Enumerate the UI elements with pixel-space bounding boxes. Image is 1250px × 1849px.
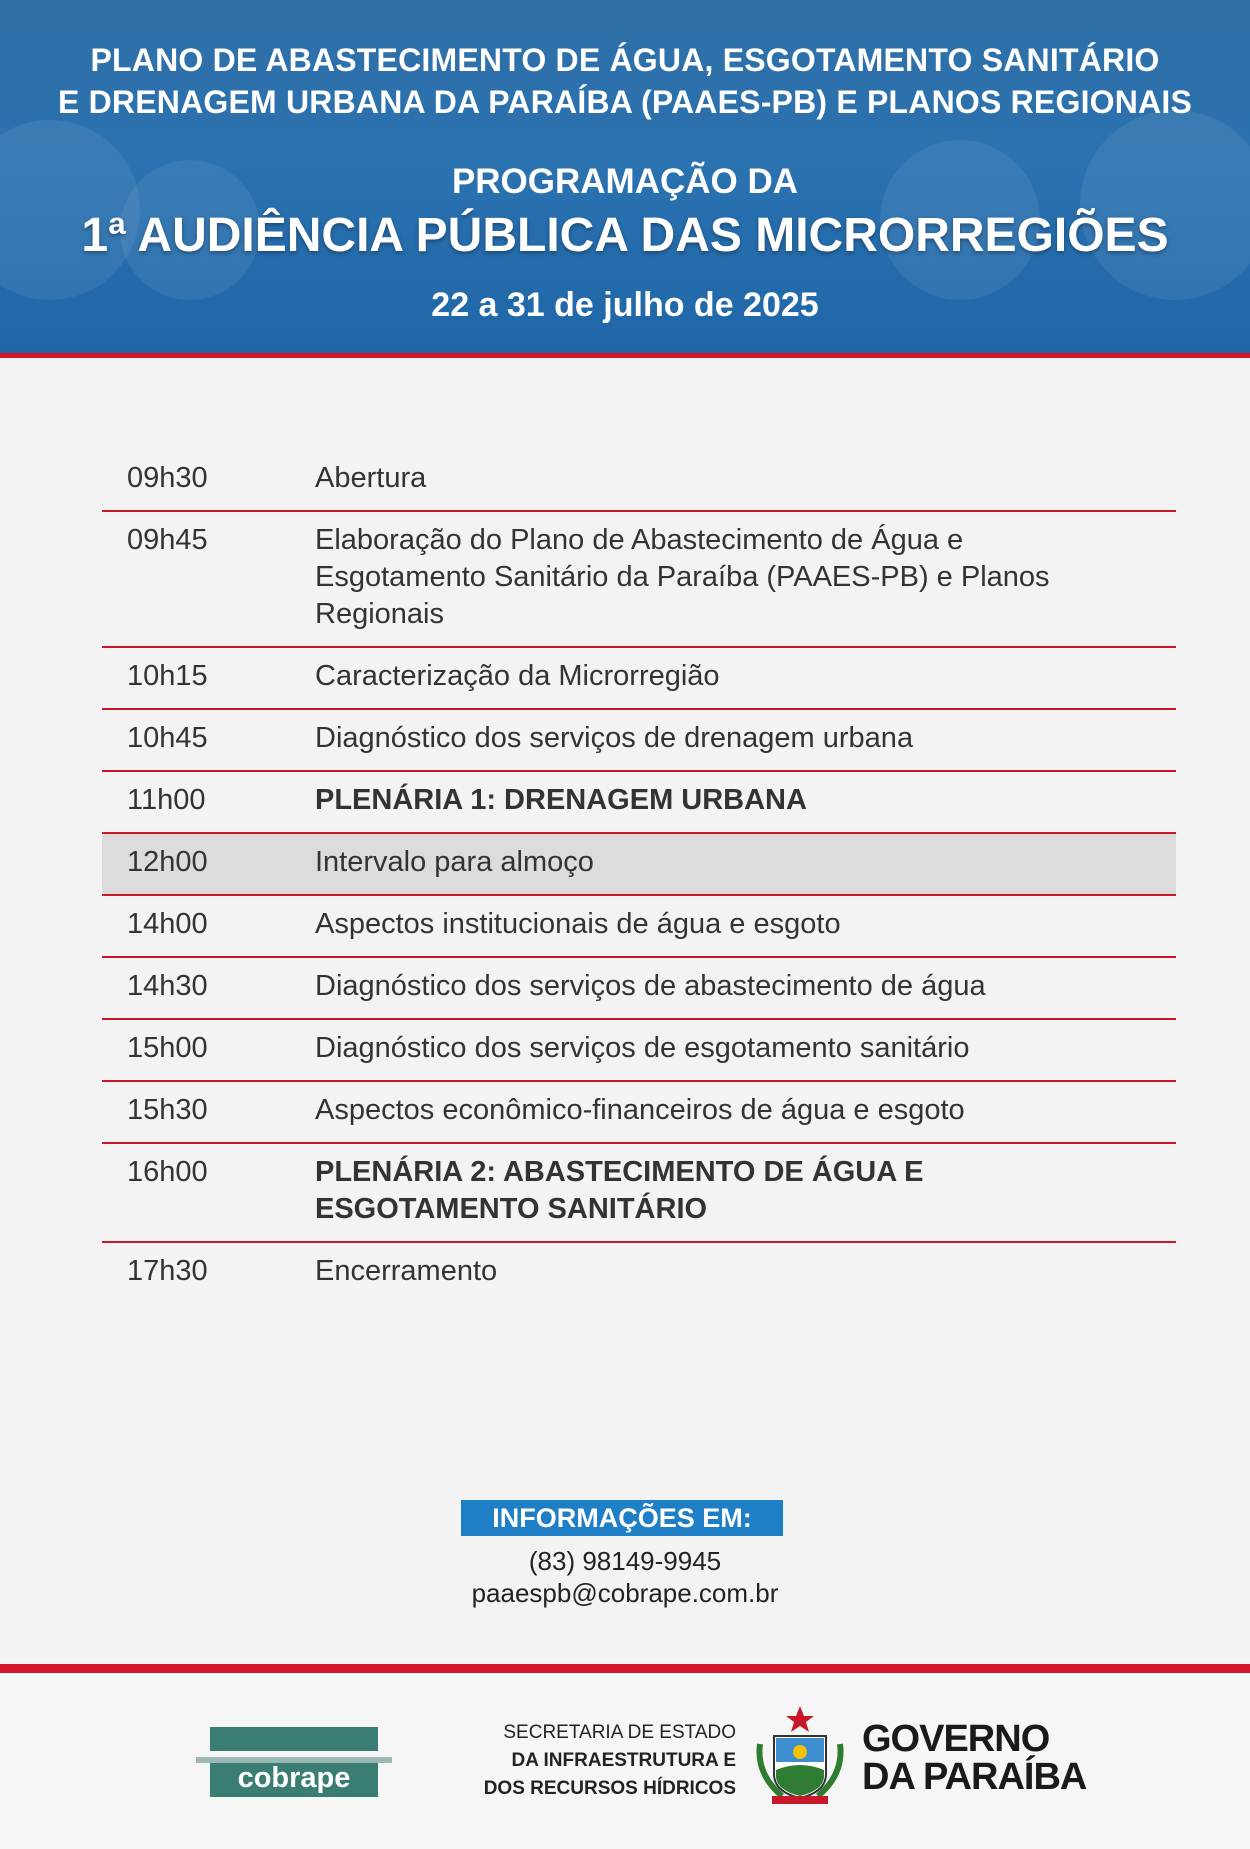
schedule-row [102, 648, 1176, 710]
schedule-row-lunch [102, 832, 1176, 896]
event-date: 22 a 31 de julho de 2025 [431, 286, 819, 324]
schedule-row [102, 958, 1176, 1020]
schedule-time: 10h15 [127, 660, 208, 692]
cobrape-logo [196, 1727, 392, 1797]
schedule-row [102, 710, 1176, 772]
header-banner [0, 0, 1250, 353]
secretaria-line1: SECRETARIA DE ESTADO [503, 1722, 736, 1743]
schedule-time: 14h30 [127, 970, 208, 1002]
info-phone: (83) 98149-9945 [528, 1546, 722, 1576]
header-divider [0, 353, 1250, 358]
schedule-row [102, 1020, 1176, 1082]
schedule-desc: Encerramento [315, 1255, 498, 1287]
schedule-desc: Caracterização da Microrregião [315, 660, 720, 692]
schedule-desc: Diagnóstico dos serviços de drenagem urbana [315, 722, 914, 754]
schedule-row [102, 450, 1176, 512]
schedule-time: 09h45 [127, 524, 208, 556]
schedule-table [102, 450, 1176, 1303]
cobrape-logo-text: cobrape [210, 1763, 378, 1797]
footer-divider [0, 1664, 1250, 1673]
schedule-time: 09h30 [127, 462, 208, 494]
plan-title-line2: E DRENAGEM URBANA DA PARAÍBA (PAAES-PB) E PLANOS REGIONAIS [57, 84, 1193, 120]
schedule-time: 11h00 [127, 784, 206, 816]
schedule-row [102, 512, 1176, 648]
cobrape-logo-top [210, 1727, 378, 1751]
page-title: 1ª AUDIÊNCIA PÚBLICA DAS MICRORREGIÕES [81, 209, 1169, 262]
schedule-time: 12h00 [127, 846, 208, 878]
schedule-desc: Abertura [315, 462, 427, 494]
schedule-time: 17h30 [127, 1255, 208, 1287]
governo-paraiba-logo [862, 1720, 1086, 1796]
schedule-time: 14h00 [127, 908, 208, 940]
schedule-desc: Aspectos econômico-financeiros de água e esgoto [315, 1094, 965, 1126]
secretaria-line3: DOS RECURSOS HÍDRICOS [483, 1778, 736, 1799]
schedule-time: 15h30 [127, 1094, 208, 1126]
schedule-desc: Diagnóstico dos serviços de abastecimento de água [315, 970, 986, 1002]
schedule-row [102, 896, 1176, 958]
schedule-desc: Diagnóstico dos serviços de esgotamento sanitário [315, 1032, 970, 1064]
info-label: INFORMAÇÕES EM: [461, 1500, 783, 1536]
gov-line2: DA PARAÍBA [862, 1756, 1087, 1798]
schedule-desc: Intervalo para almoço [315, 846, 594, 878]
info-email[interactable]: paaespb@cobrape.com.br [471, 1578, 779, 1608]
schedule-row [102, 772, 1176, 834]
plan-title-line1: PLANO DE ABASTECIMENTO DE ÁGUA, ESGOTAMENTO SANITÁRIO [90, 42, 1160, 78]
secretaria-name [460, 1719, 736, 1803]
schedule-time: 10h45 [127, 722, 208, 754]
schedule-desc: Elaboração do Plano de Abastecimento de Água e Esgotamento Sanitário da Paraíba (PAAES-PB) e Planos Regionais [315, 524, 1050, 630]
schedule-row [102, 1082, 1176, 1144]
plenaria-1-title: PLENÁRIA 1: DRENAGEM URBANA [315, 784, 807, 816]
schedule-row [102, 1243, 1176, 1303]
schedule-row [102, 1144, 1176, 1243]
schedule-desc: Aspectos institucionais de água e esgoto [315, 908, 841, 940]
gov-line1: GOVERNO [862, 1718, 1050, 1760]
plenaria-2-title: PLENÁRIA 2: ABASTECIMENTO DE ÁGUA E ESGOTAMENTO SANITÁRIO [315, 1156, 924, 1225]
schedule-time: 15h00 [127, 1032, 208, 1064]
decorative-crowd [1080, 110, 1250, 300]
programacao-heading: PROGRAMAÇÃO DA [451, 162, 799, 201]
schedule-time: 16h00 [127, 1156, 208, 1188]
secretaria-line2: DA INFRAESTRUTURA E [511, 1750, 736, 1771]
paraiba-coat-of-arms-icon [752, 1704, 848, 1806]
